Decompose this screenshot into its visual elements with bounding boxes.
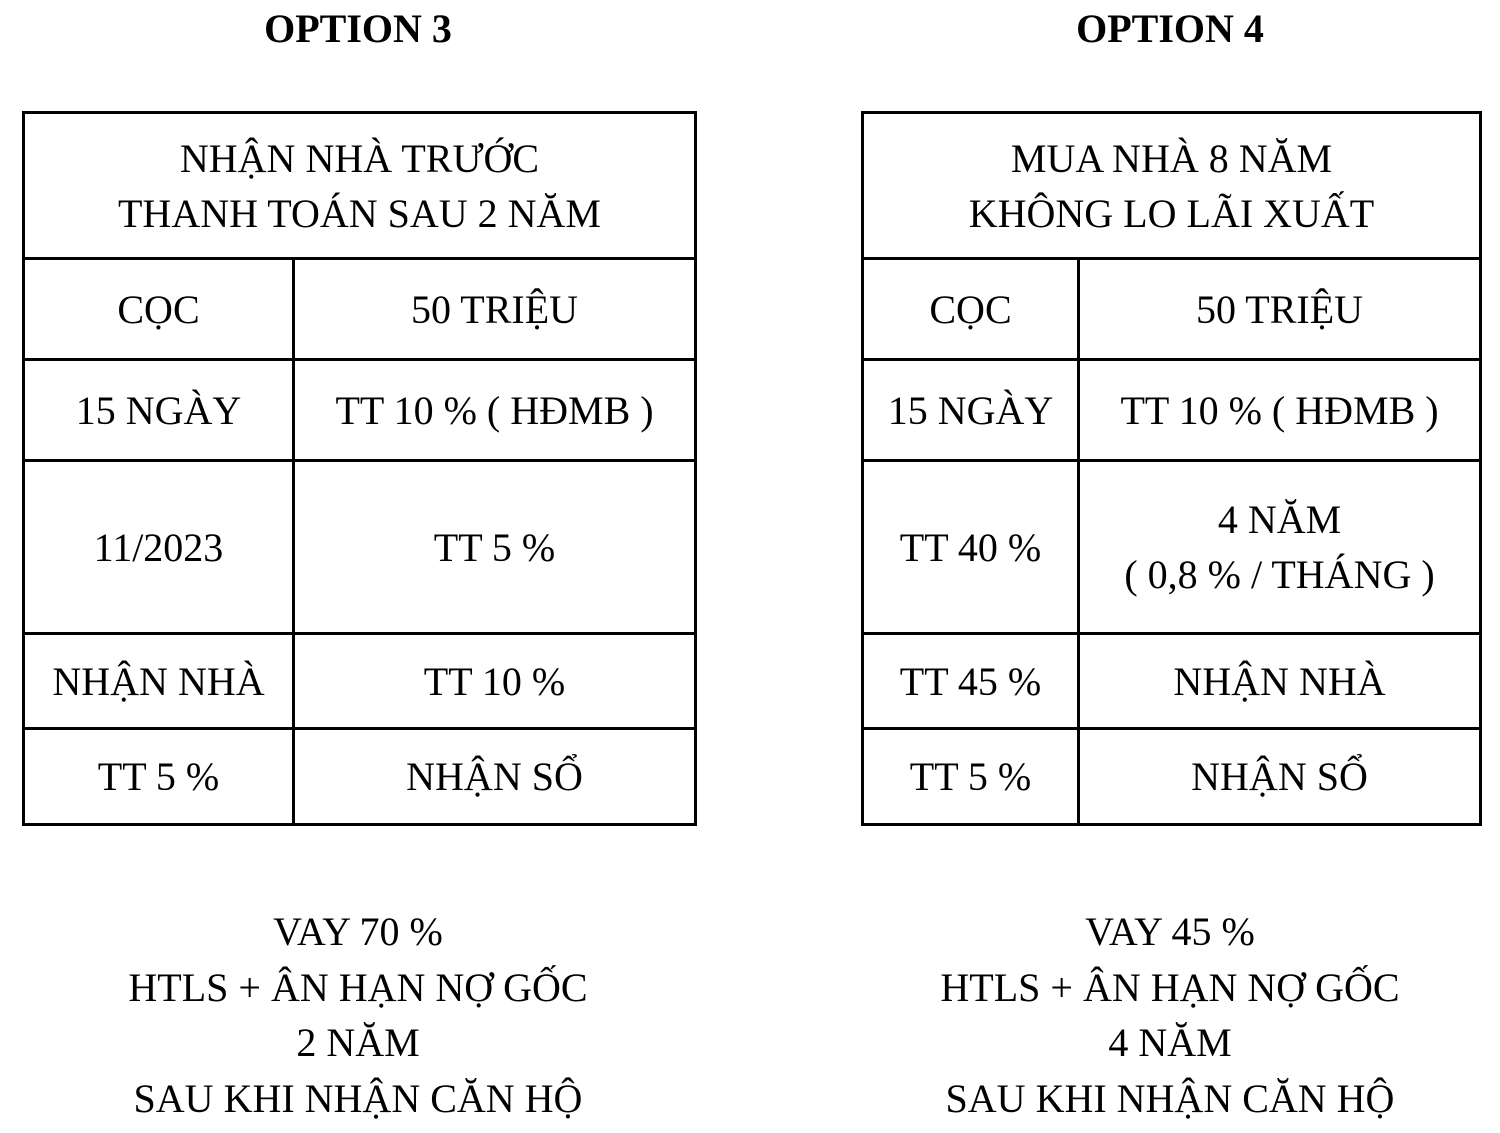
table-row (24, 259, 696, 360)
table-cell-value: 50 TRIỆU (294, 259, 696, 360)
note-line: 2 NĂM (296, 1020, 420, 1065)
table-row (24, 461, 696, 634)
header-line: THANH TOÁN SAU 2 NĂM (118, 190, 601, 236)
table-row (24, 634, 696, 729)
header-line: KHÔNG LO LÃI XUẤT (968, 190, 1375, 236)
table-header-row (863, 113, 1481, 259)
option-3-header (24, 113, 696, 259)
note-line: 4 NĂM (1108, 1020, 1232, 1065)
note-line: VAY 70 % (273, 909, 443, 954)
option-4-header (863, 113, 1481, 259)
note-line: SAU KHI NHẬN CĂN HỘ (133, 1075, 583, 1121)
table-row (863, 360, 1481, 461)
note-line: SAU KHI NHẬN CĂN HỘ (945, 1075, 1395, 1121)
table-cell-value: TT 10 % (294, 634, 696, 729)
note-line: VAY 45 % (1085, 909, 1255, 954)
table-cell-label: TT 45 % (863, 634, 1079, 729)
option-4-table (861, 111, 1482, 826)
table-cell-label: TT 5 % (863, 729, 1079, 825)
table-header-row (24, 113, 696, 259)
table-cell-label: 15 NGÀY (863, 360, 1079, 461)
table-cell-value: NHẬN SỔ (1079, 729, 1481, 825)
header-line: NHẬN NHÀ TRƯỚC (179, 135, 540, 181)
table-row (863, 259, 1481, 360)
note-line: HTLS + ÂN HẠN NỢ GỐC (940, 964, 1400, 1010)
table-cell-label: TT 5 % (24, 729, 294, 825)
table-row (863, 729, 1481, 825)
table-cell-value: TT 5 % (294, 461, 696, 634)
table-cell-value: 50 TRIỆU (1079, 259, 1481, 360)
table-cell-label: 15 NGÀY (24, 360, 294, 461)
table-cell-label: CỌC (24, 259, 294, 360)
table-cell-label: CỌC (863, 259, 1079, 360)
table-row (24, 729, 696, 825)
table-row (863, 461, 1481, 634)
table-cell-label: NHẬN NHÀ (24, 634, 294, 729)
table-cell-value: TT 10 % ( HĐMB ) (1079, 360, 1481, 461)
table-row (863, 634, 1481, 729)
table-cell-value: 4 NĂM ( 0,8 % / THÁNG ) (1079, 461, 1481, 634)
table-cell-value: NHẬN SỔ (294, 729, 696, 825)
option-4-title: OPTION 4 (1076, 6, 1264, 51)
table-cell-label: 11/2023 (24, 461, 294, 634)
table-cell-label: TT 40 % (863, 461, 1079, 634)
option-3-table (22, 111, 697, 826)
option-4-notes (870, 904, 1470, 1126)
header-line: MUA NHÀ 8 NĂM (1010, 135, 1333, 181)
option-3-title: OPTION 3 (264, 6, 452, 51)
table-cell-value: TT 10 % ( HĐMB ) (294, 360, 696, 461)
table-row (24, 360, 696, 461)
option-3-notes (58, 904, 658, 1126)
table-cell-value: NHẬN NHÀ (1079, 634, 1481, 729)
note-line: HTLS + ÂN HẠN NỢ GỐC (128, 964, 588, 1010)
